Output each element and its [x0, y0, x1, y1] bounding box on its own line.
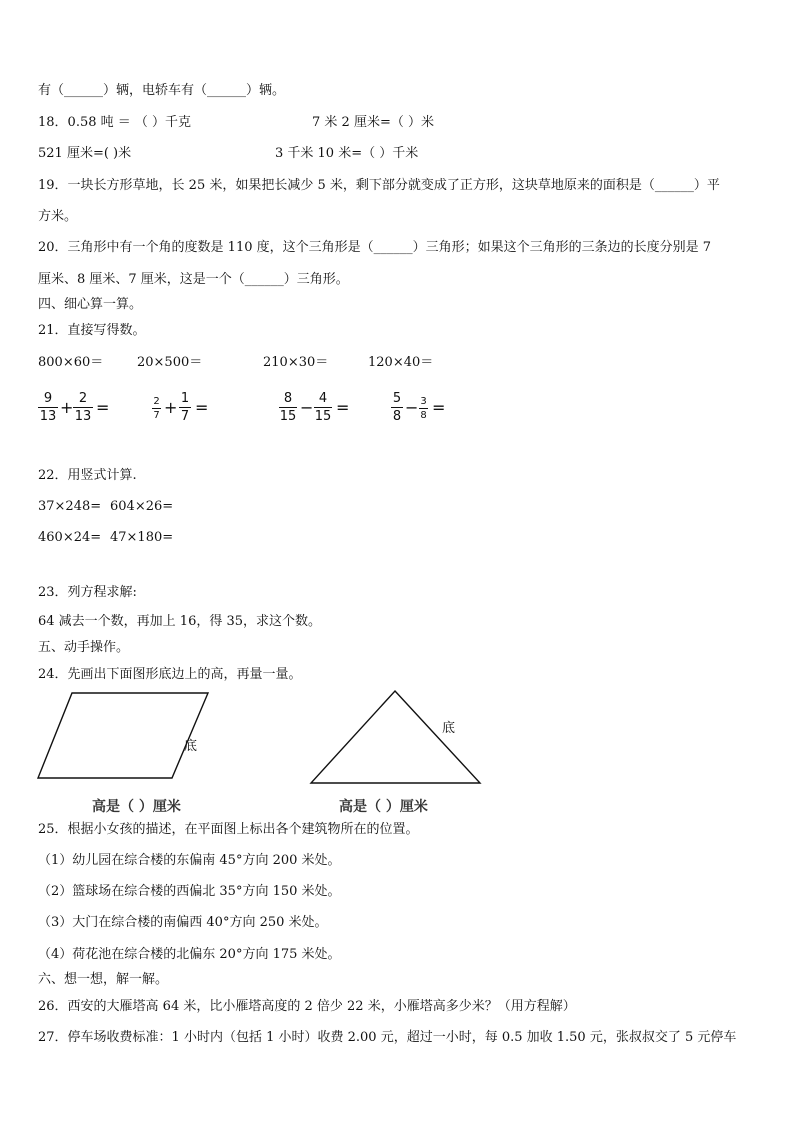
fraction-9-13 — [38, 391, 58, 424]
numerator: 4 — [318, 391, 328, 406]
equals-sign: = — [96, 398, 110, 417]
denominator: 15 — [314, 409, 332, 424]
minus-sign: − — [300, 398, 314, 417]
fraction-1-7 — [179, 391, 191, 424]
numerator: 3 — [420, 396, 427, 407]
equals-sign: = — [432, 398, 446, 417]
numerator: 1 — [180, 391, 190, 406]
denominator: 13 — [74, 409, 92, 424]
fraction-4-15 — [314, 391, 332, 424]
denominator: 7 — [180, 409, 190, 424]
q27-problem: 27．停车场收费标准：1 小时内（包括 1 小时）收费 2.00 元，超过一小时，每 0.5 加收 1.50 元，张叔叔交了 5 元停车 — [38, 1030, 737, 1045]
vertical-calc-1: 37×248= — [38, 499, 102, 514]
minus-sign: − — [405, 398, 419, 417]
q20-line2: 厘米、8 厘米、7 厘米，这是一个（______）三角形。 — [38, 272, 349, 287]
calc-3: 210×30＝ — [263, 355, 329, 370]
q25-item-1: （1）幼儿园在综合楼的东偏南 45°方向 200 米处。 — [38, 853, 341, 868]
calc-2: 20×500＝ — [137, 355, 203, 370]
q23-problem: 64 减去一个数，再加上 16，得 35，求这个数。 — [38, 614, 322, 629]
plus-sign: + — [164, 398, 178, 417]
section-4-heading: 四、细心算一算。 — [38, 297, 143, 312]
fraction-3-8 — [419, 396, 428, 421]
triangle-base-label: 底 — [442, 721, 456, 736]
parallelogram-figure — [36, 690, 216, 782]
q18-item-d: 3 千米 10 米=（ ）千米 — [275, 146, 419, 161]
numerator: 5 — [392, 391, 402, 406]
equals-sign: = — [195, 398, 209, 417]
equals-sign: = — [336, 398, 350, 417]
vertical-calc-2: 604×26= — [110, 499, 174, 514]
numerator: 9 — [43, 391, 53, 406]
q18-item-a: 18．0.58 吨 ＝ （ ）千克 — [38, 115, 192, 130]
parallelogram-base-label: 底 — [184, 739, 198, 754]
q21-title: 21．直接写得数。 — [38, 323, 146, 338]
q25-title: 25．根据小女孩的描述，在平面图上标出各个建筑物所在的位置。 — [38, 822, 419, 837]
triangle-height-answer: 高是（ ）厘米 — [339, 799, 428, 815]
denominator: 7 — [153, 410, 160, 421]
calc-4: 120×40＝ — [368, 355, 434, 370]
q26-problem: 26．西安的大雁塔高 64 米，比小雁塔高度的 2 倍少 22 米，小雁塔高多少米？（用方程解） — [38, 999, 576, 1014]
denominator: 15 — [279, 409, 297, 424]
numerator: 8 — [283, 391, 293, 406]
section-6-heading: 六、想一想，解一解。 — [38, 972, 169, 987]
numerator: 2 — [153, 396, 160, 407]
fraction-2-7 — [152, 396, 161, 421]
parallelogram-height-answer: 高是（ ）厘米 — [92, 799, 181, 815]
q25-item-3: （3）大门在综合楼的南偏西 40°方向 250 米处。 — [38, 915, 328, 930]
numerator: 2 — [78, 391, 88, 406]
q22-title: 22．用竖式计算. — [38, 468, 137, 483]
q23-title: 23．列方程求解: — [38, 585, 137, 600]
denominator: 8 — [392, 409, 402, 424]
q24-title: 24．先画出下面图形底边上的高，再量一量。 — [38, 667, 302, 682]
fraction-2-13 — [73, 391, 93, 424]
q18-item-c: 521 厘米=( )米 — [38, 146, 132, 161]
q19-line2: 方米。 — [38, 209, 78, 224]
q17-blanks: 有（______）辆，电轿车有（______）辆。 — [38, 83, 286, 98]
denominator: 13 — [39, 409, 57, 424]
q25-item-2: （2）篮球场在综合楼的西偏北 35°方向 150 米处。 — [38, 884, 341, 899]
section-5-heading: 五、动手操作。 — [38, 640, 130, 655]
q20-line1: 20．三角形中有一个角的度数是 110 度，这个三角形是（______）三角形；如果这个三角形的三条边的长度分别是 7 — [38, 240, 712, 255]
denominator: 8 — [420, 410, 427, 421]
triangle-figure — [308, 688, 484, 786]
q19-line1: 19．一块长方形草地，长 25 米，如果把长减少 5 米，剩下部分就变成了正方形，这块草地原来的面积是（______）平 — [38, 178, 720, 193]
vertical-calc-4: 47×180= — [110, 530, 174, 545]
vertical-calc-3: 460×24= — [38, 530, 102, 545]
plus-sign: + — [60, 398, 74, 417]
calc-1: 800×60＝ — [38, 355, 104, 370]
q25-item-4: （4）荷花池在综合楼的北偏东 20°方向 175 米处。 — [38, 947, 341, 962]
fraction-8-15 — [279, 391, 297, 424]
fraction-5-8 — [391, 391, 403, 424]
q18-item-b: 7 米 2 厘米=（ ）米 — [312, 115, 434, 130]
